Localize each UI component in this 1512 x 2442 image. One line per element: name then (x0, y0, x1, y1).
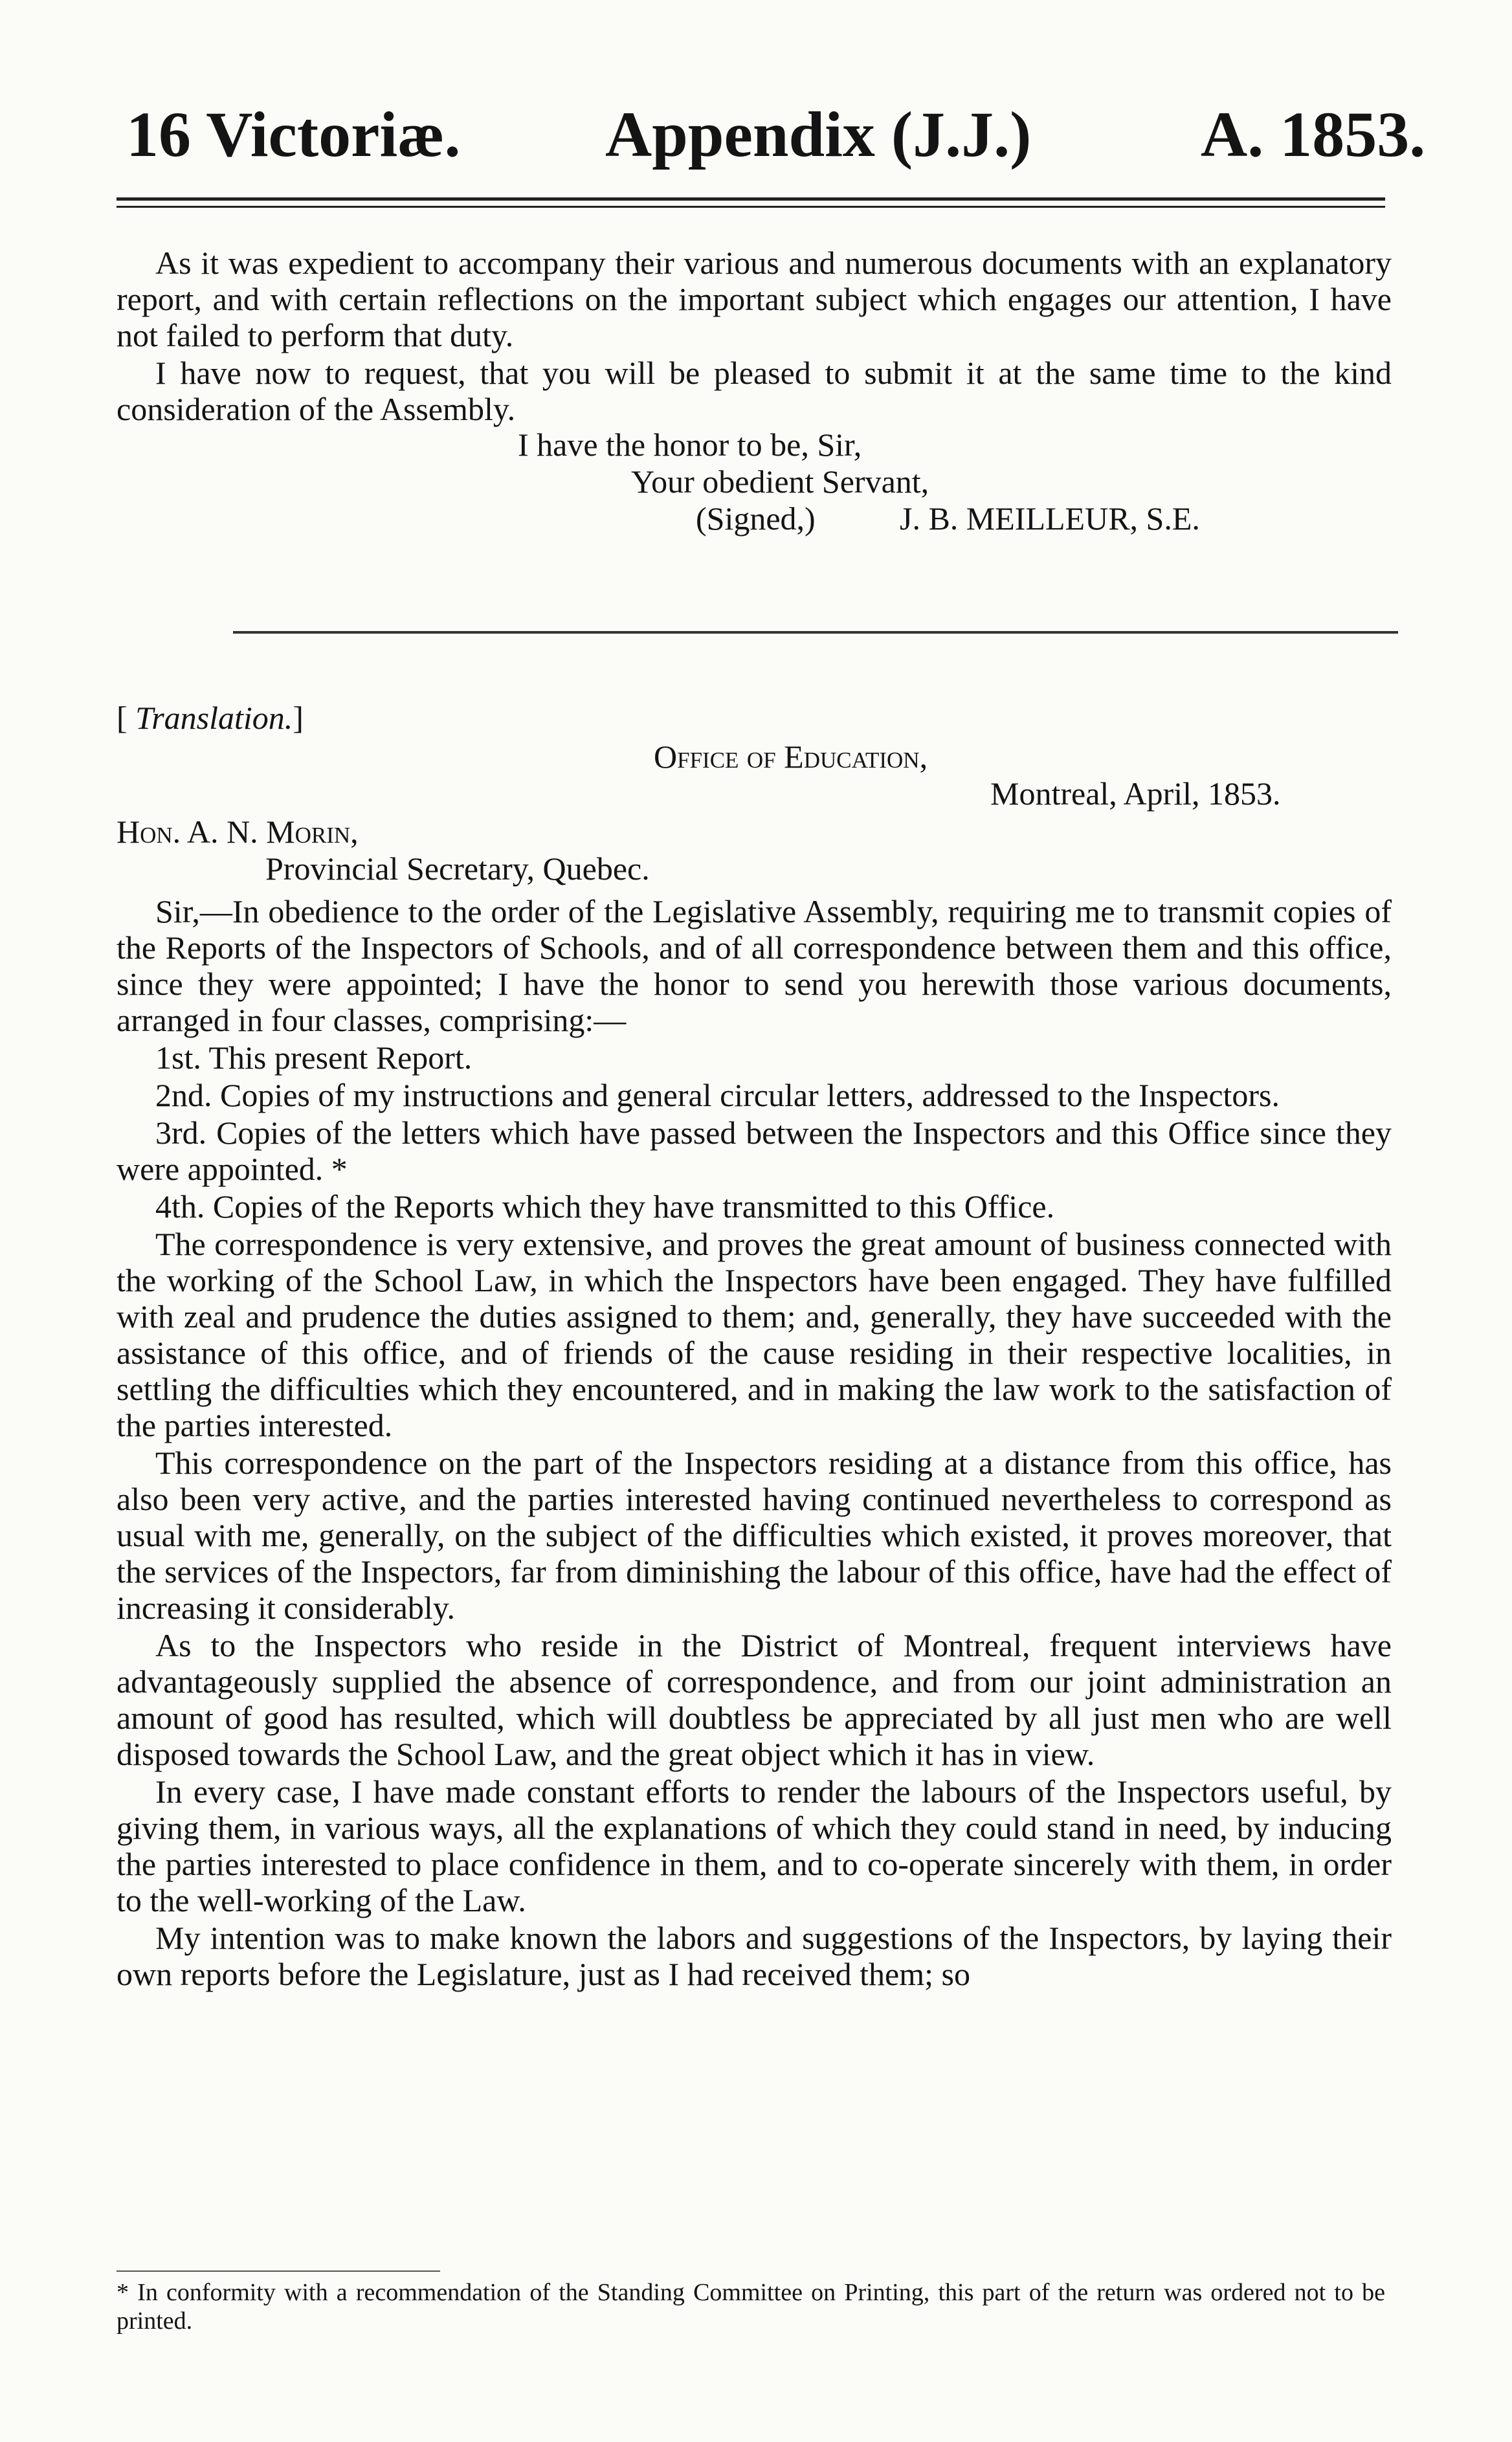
translation-label: [ Translation.] (117, 700, 304, 736)
list-item-1: 1st. This present Report. (155, 1039, 472, 1076)
signed-label: (Signed,) (696, 500, 816, 537)
footnote-rule (117, 2270, 440, 2272)
paragraph-this-correspondence: This correspondence on the part of the Inspectors residing at a distance from this office, has also been very active, and the parties interested having continued nevertheless to correspond as usual with me, generally, on the subject of the difficulties which existed, it proves moreover, that the services of the Inspectors, far from diminishing the labour of this office, have had the effect of increasing it considerably. (117, 1445, 1392, 1626)
closing-servant: Your obedient Servant, (631, 463, 929, 500)
paragraph-sir: Sir,—In obedience to the order of the Legislative Assembly, requiring me to transmit copies of the Reports of the Inspectors of Schools, and of all correspondence between them and this office, since they were appointed; I have the honor to send you herewith those various documents, arranged in four classes, comprising:— (117, 893, 1392, 1038)
section-rule (233, 631, 1398, 634)
header-year: A. 1853. (1201, 98, 1426, 170)
intro-section (117, 245, 1392, 428)
header-session: 16 Victoriæ. (126, 98, 461, 170)
addressee-name: Hon. A. N. Morin, (117, 814, 359, 850)
paragraph-correspondence: The correspondence is very extensive, and proves the great amount of business connected with the working of the School Law, in which the Inspectors have been engaged. They have fulfilled with zeal and prudence the duties assigned to them; and, generally, they have succeeded with the assistance of this office, and of friends of the cause residing in their respective localities, in settling the difficulties which they encountered, and in making the law work to the satisfaction of the parties interested. (117, 1226, 1392, 1443)
office-heading: Office of Education, (654, 738, 928, 775)
place-date: Montreal, April, 1853. (990, 775, 1281, 812)
signature: J. B. MEILLEUR, S.E. (900, 500, 1200, 537)
intro-paragraph-1: As it was expedient to accompany their various and numerous documents with an explanatory report, and with certain reflections on the important subject which engages our attention, I have not failed to perform that duty. (117, 245, 1392, 353)
page-header (113, 97, 1426, 175)
letter-body (117, 893, 1392, 1993)
closing-honor: I have the honor to be, Sir, (518, 427, 862, 463)
list-item-4: 4th. Copies of the Reports which they have transmitted to this Office. (155, 1188, 1055, 1225)
list-item-2: 2nd. Copies of my instructions and general circular letters, addressed to the Inspectors. (155, 1077, 1280, 1113)
intro-paragraph-2: I have now to request, that you will be pleased to submit it at the same time to the kind consideration of the Assembly. (117, 355, 1392, 427)
paragraph-my-intention: My intention was to make known the labors and suggestions of the Inspectors, by laying their own reports before the Legislature, just as I had received them; so (117, 1920, 1392, 1992)
addressee-title: Provincial Secretary, Quebec. (265, 850, 650, 887)
footnote: * In conformity with a recommendation of the Standing Committee on Printing, this part of the return was ordered not to be printed. (117, 2279, 1385, 2335)
paragraph-as-to: As to the Inspectors who reside in the District of Montreal, frequent interviews have advantageously supplied the absence of correspondence, and from our joint administration an amount of good has resulted, which will doubtless be appreciated by all just men who are well disposed towards the School Law, and the great object which it has in view. (117, 1627, 1392, 1772)
list-item-3: 3rd. Copies of the letters which have passed between the Inspectors and this Office since they were appointed. * (117, 1115, 1392, 1187)
header-rule (117, 197, 1385, 208)
header-appendix: Appendix (J.J.) (605, 98, 1032, 170)
paragraph-in-every-case: In every case, I have made constant efforts to render the labours of the Inspectors useful, by giving them, in various ways, all the explanations of which they could stand in need, by inducing the parties interested to place confidence in them, and to co-operate sincerely with them, in order to the well-working of the Law. (117, 1773, 1392, 1918)
